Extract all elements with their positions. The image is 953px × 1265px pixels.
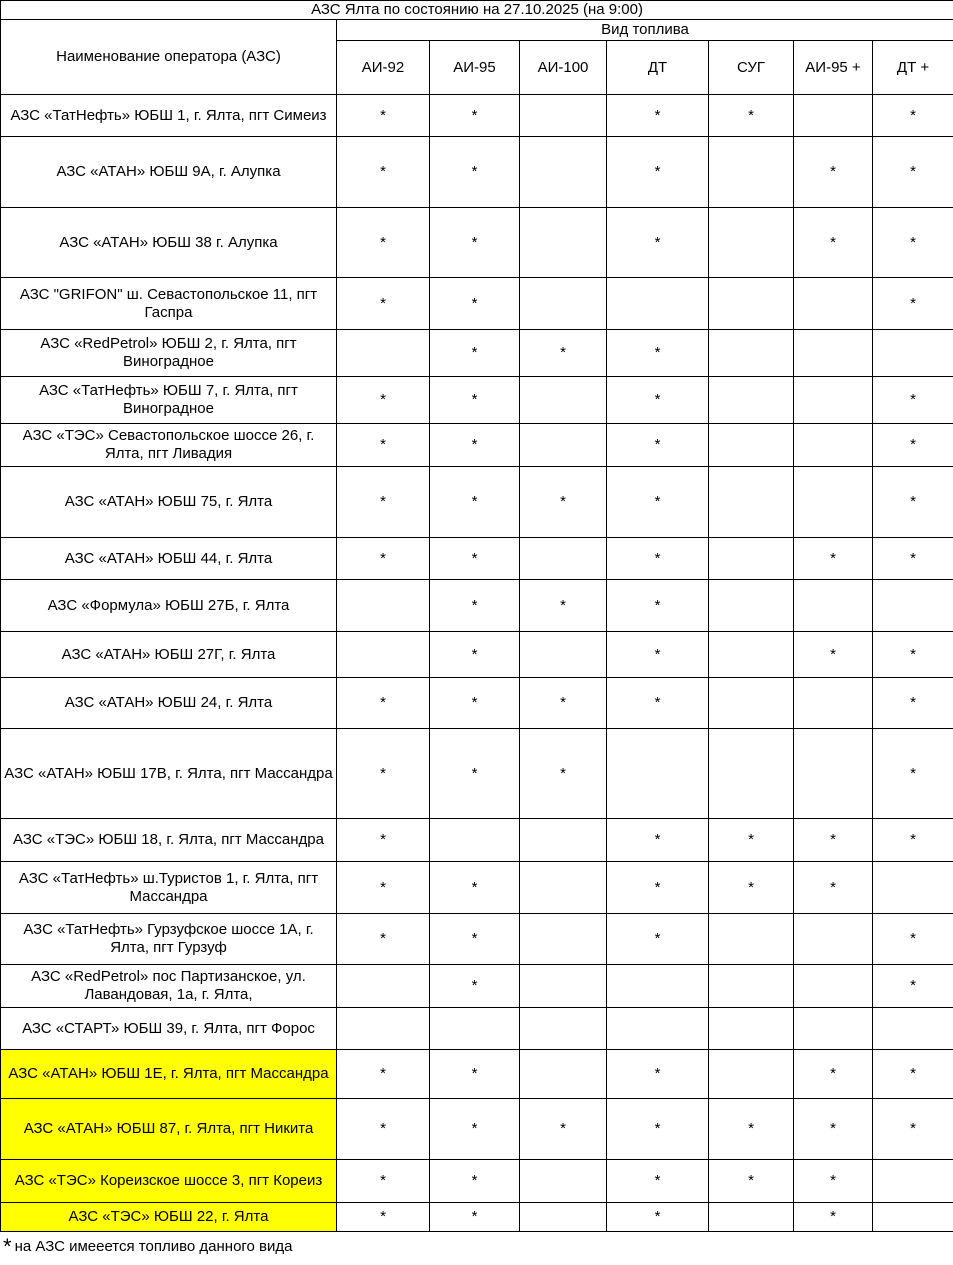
fuel-available-mark: * (607, 1203, 709, 1232)
fuel-cell-empty (520, 819, 607, 862)
fuel-available-mark: * (607, 424, 709, 467)
fuel-available-mark: * (337, 1099, 430, 1160)
fuel-cell-empty (337, 580, 430, 632)
fuel-available-mark: * (337, 95, 430, 137)
fuel-available-mark: * (794, 632, 873, 678)
fuel-available-mark: * (607, 632, 709, 678)
fuel-available-mark: * (430, 137, 520, 208)
fuel-available-mark: * (873, 377, 953, 424)
fuel-available-mark: * (607, 95, 709, 137)
table-row (1, 729, 953, 819)
fuel-available-mark: * (430, 965, 520, 1008)
fuel-available-mark: * (794, 1099, 873, 1160)
fuel-available-mark: * (873, 678, 953, 729)
fuel-cell-empty (794, 467, 873, 538)
fuel-available-mark: * (337, 377, 430, 424)
fuel-cell-empty (520, 377, 607, 424)
fuel-available-mark: * (607, 678, 709, 729)
station-name: АЗС «ТЭС» Кореизское шоссе 3, пгт Кореиз (1, 1160, 337, 1203)
fuel-cell-empty (709, 1050, 794, 1099)
fuel-cell-empty (794, 424, 873, 467)
fuel-available-mark: * (430, 538, 520, 580)
fuel-cell-empty (873, 1203, 953, 1232)
fuel-available-mark: * (430, 729, 520, 819)
fuel-available-mark: * (873, 137, 953, 208)
fuel-available-mark: * (337, 819, 430, 862)
table-row (1, 137, 953, 208)
table-row (1, 965, 953, 1008)
fuel-available-mark: * (337, 1160, 430, 1203)
fuel-cell-empty (520, 862, 607, 914)
table-row (1, 1008, 953, 1050)
fuel-cell-empty (794, 729, 873, 819)
fuel-available-mark: * (607, 914, 709, 965)
fuel-available-mark: * (873, 729, 953, 819)
fuel-available-mark: * (337, 1050, 430, 1099)
footnote-text: на АЗС имееется топливо данного вида (14, 1238, 293, 1255)
fuel-available-mark: * (337, 862, 430, 914)
fuel-available-mark: * (337, 137, 430, 208)
station-name: АЗС «АТАН» ЮБШ 1Е, г. Ялта, пгт Массандра (1, 1050, 337, 1099)
fuel-available-mark: * (520, 467, 607, 538)
fuel-available-mark: * (873, 914, 953, 965)
title-row (1, 1, 953, 20)
fuel-available-mark: * (709, 819, 794, 862)
fuel-available-mark: * (607, 1050, 709, 1099)
fuel-cell-empty (709, 1008, 794, 1050)
fuel-type-header: ДТ + (873, 41, 953, 95)
fuel-cell-empty (794, 965, 873, 1008)
fuel-available-mark: * (873, 208, 953, 278)
table-row (1, 678, 953, 729)
fuel-cell-empty (520, 914, 607, 965)
fuel-cell-empty (794, 678, 873, 729)
fuel-cell-empty (337, 632, 430, 678)
operator-column-header: Наименование оператора (АЗС) (1, 20, 337, 95)
fuel-cell-empty (520, 632, 607, 678)
fuel-available-mark: * (607, 538, 709, 580)
fuel-cell-empty (520, 137, 607, 208)
fuel-available-mark: * (430, 914, 520, 965)
fuel-cell-empty (709, 1203, 794, 1232)
station-name: АЗС «АТАН» ЮБШ 24, г. Ялта (1, 678, 337, 729)
fuel-available-mark: * (430, 862, 520, 914)
fuel-cell-empty (520, 1203, 607, 1232)
fuel-available-mark: * (873, 819, 953, 862)
fuel-cell-empty (873, 862, 953, 914)
header-row-top (1, 20, 953, 41)
fuel-available-mark: * (337, 278, 430, 330)
fuel-available-mark: * (607, 862, 709, 914)
fuel-available-mark: * (337, 467, 430, 538)
station-name: АЗС «АТАН» ЮБШ 75, г. Ялта (1, 467, 337, 538)
fuel-cell-empty (520, 424, 607, 467)
station-name: АЗС «АТАН» ЮБШ 87, г. Ялта, пгт Никита (1, 1099, 337, 1160)
table-row (1, 208, 953, 278)
fuel-available-mark: * (607, 208, 709, 278)
fuel-cell-empty (794, 580, 873, 632)
fuel-cell-empty (520, 538, 607, 580)
footnote-star-icon: * (3, 1234, 12, 1259)
fuel-available-mark: * (607, 580, 709, 632)
fuel-available-mark: * (873, 467, 953, 538)
fuel-available-mark: * (430, 1050, 520, 1099)
fuel-available-mark: * (430, 377, 520, 424)
fuel-available-mark: * (794, 862, 873, 914)
station-name: АЗС «АТАН» ЮБШ 38 г. Алупка (1, 208, 337, 278)
station-name: АЗС «ТЭС» Севастопольское шоссе 26, г. Ялта, пгт Ливадия (1, 424, 337, 467)
table-row (1, 330, 953, 377)
fuel-cell-empty (709, 632, 794, 678)
fuel-available-mark: * (430, 95, 520, 137)
fuel-cell-empty (607, 278, 709, 330)
fuel-available-mark: * (607, 377, 709, 424)
fuel-cell-empty (709, 377, 794, 424)
fuel-available-mark: * (607, 1160, 709, 1203)
station-name: АЗС «ТЭС» ЮБШ 18, г. Ялта, пгт Массандра (1, 819, 337, 862)
fuel-cell-empty (607, 1008, 709, 1050)
table-row (1, 538, 953, 580)
table-row (1, 914, 953, 965)
fuel-type-header: АИ-100 (520, 41, 607, 95)
table-row (1, 1160, 953, 1203)
station-name: АЗС «АТАН» ЮБШ 44, г. Ялта (1, 538, 337, 580)
fuel-available-mark: * (430, 467, 520, 538)
fuel-available-mark: * (337, 538, 430, 580)
station-name: АЗС «Формула» ЮБШ 27Б, г. Ялта (1, 580, 337, 632)
fuel-cell-empty (709, 278, 794, 330)
fuel-cell-empty (794, 914, 873, 965)
fuel-available-mark: * (430, 1099, 520, 1160)
fuel-available-mark: * (794, 1203, 873, 1232)
fuel-available-mark: * (794, 208, 873, 278)
fuel-type-header: АИ-95 (430, 41, 520, 95)
station-name: АЗС «ТЭС» ЮБШ 22, г. Ялта (1, 1203, 337, 1232)
fuel-available-mark: * (430, 330, 520, 377)
fuel-available-mark: * (607, 137, 709, 208)
fuel-available-mark: * (337, 729, 430, 819)
fuel-available-mark: * (430, 678, 520, 729)
fuel-cell-empty (794, 330, 873, 377)
fuel-available-mark: * (873, 95, 953, 137)
station-name: АЗС «АТАН» ЮБШ 9А, г. Алупка (1, 137, 337, 208)
station-name: АЗС «СТАРТ» ЮБШ 39, г. Ялта, пгт Форос (1, 1008, 337, 1050)
fuel-cell-empty (709, 538, 794, 580)
fuel-available-mark: * (520, 580, 607, 632)
station-name: АЗС «RedPetrol» ЮБШ 2, г. Ялта, пгт Виноградное (1, 330, 337, 377)
table-row (1, 377, 953, 424)
fuel-available-mark: * (794, 1160, 873, 1203)
station-name: АЗС «ТатНефть» ЮБШ 7, г. Ялта, пгт Виноградное (1, 377, 337, 424)
fuel-cell-empty (520, 278, 607, 330)
fuel-cell-empty (520, 208, 607, 278)
fuel-available-mark: * (607, 819, 709, 862)
fuel-cell-empty (607, 729, 709, 819)
fuel-cell-empty (520, 965, 607, 1008)
fuel-cell-empty (709, 137, 794, 208)
table-row (1, 278, 953, 330)
fuel-available-mark: * (873, 1050, 953, 1099)
fuel-cell-empty (709, 678, 794, 729)
station-name: АЗС «АТАН» ЮБШ 17В, г. Ялта, пгт Массандра (1, 729, 337, 819)
fuel-type-header: АИ-92 (337, 41, 430, 95)
fuel-cell-empty (873, 1008, 953, 1050)
footnote (3, 1234, 293, 1259)
table-row (1, 467, 953, 538)
station-name: АЗС «ТатНефть» ЮБШ 1, г. Ялта, пгт Симеиз (1, 95, 337, 137)
fuel-available-mark: * (794, 819, 873, 862)
fuel-cell-empty (520, 95, 607, 137)
fuel-available-mark: * (794, 137, 873, 208)
station-name: АЗС «ТатНефть» ш.Туристов 1, г. Ялта, пгт Массандра (1, 862, 337, 914)
table-row (1, 632, 953, 678)
fuel-available-mark: * (873, 632, 953, 678)
fuel-available-mark: * (709, 1160, 794, 1203)
fuel-available-mark: * (873, 965, 953, 1008)
fuel-group-header: Вид топлива (337, 20, 953, 41)
fuel-available-mark: * (873, 424, 953, 467)
stations-body (1, 95, 953, 1232)
station-name: АЗС "GRIFON" ш. Севастопольское 11, пгт Гаспра (1, 278, 337, 330)
fuel-cell-empty (709, 914, 794, 965)
fuel-available-mark: * (337, 1203, 430, 1232)
fuel-available-mark: * (430, 580, 520, 632)
fuel-available-mark: * (337, 678, 430, 729)
fuel-available-mark: * (607, 1099, 709, 1160)
table-row (1, 424, 953, 467)
station-name: АЗС «АТАН» ЮБШ 27Г, г. Ялта (1, 632, 337, 678)
fuel-available-mark: * (430, 424, 520, 467)
fuel-cell-empty (607, 965, 709, 1008)
fuel-available-mark: * (520, 729, 607, 819)
fuel-available-mark: * (337, 208, 430, 278)
fuel-cell-empty (337, 330, 430, 377)
fuel-cell-empty (709, 467, 794, 538)
fuel-type-header: СУГ (709, 41, 794, 95)
table-row (1, 1050, 953, 1099)
fuel-cell-empty (709, 965, 794, 1008)
table-row (1, 580, 953, 632)
fuel-cell-empty (794, 278, 873, 330)
fuel-type-header: ДТ (607, 41, 709, 95)
fuel-type-header: АИ-95 + (794, 41, 873, 95)
table-row (1, 819, 953, 862)
fuel-cell-empty (430, 819, 520, 862)
fuel-cell-empty (520, 1160, 607, 1203)
fuel-cell-empty (709, 580, 794, 632)
fuel-cell-empty (430, 1008, 520, 1050)
fuel-cell-empty (794, 377, 873, 424)
fuel-cell-empty (794, 95, 873, 137)
fuel-cell-empty (709, 424, 794, 467)
fuel-cell-empty (709, 208, 794, 278)
fuel-available-mark: * (794, 538, 873, 580)
fuel-available-mark: * (430, 1160, 520, 1203)
table-row (1, 1203, 953, 1232)
table-row (1, 95, 953, 137)
fuel-cell-empty (520, 1008, 607, 1050)
fuel-available-mark: * (873, 538, 953, 580)
fuel-cell-empty (794, 1008, 873, 1050)
station-name: АЗС «RedPetrol» пос Партизанское, ул. Лавандовая, 1а, г. Ялта, (1, 965, 337, 1008)
fuel-available-mark: * (337, 424, 430, 467)
table-row (1, 862, 953, 914)
fuel-cell-empty (873, 1160, 953, 1203)
fuel-available-mark: * (607, 330, 709, 377)
fuel-available-mark: * (709, 95, 794, 137)
fuel-cell-empty (709, 729, 794, 819)
fuel-available-mark: * (520, 1099, 607, 1160)
station-name: АЗС «ТатНефть» Гурзуфское шоссе 1А, г. Ялта, пгт Гурзуф (1, 914, 337, 965)
fuel-cell-empty (337, 965, 430, 1008)
fuel-available-mark: * (709, 1099, 794, 1160)
fuel-available-mark: * (430, 208, 520, 278)
fuel-available-mark: * (794, 1050, 873, 1099)
fuel-available-mark: * (520, 678, 607, 729)
fuel-cell-empty (337, 1008, 430, 1050)
fuel-cell-empty (873, 580, 953, 632)
fuel-available-mark: * (430, 278, 520, 330)
fuel-available-mark: * (709, 862, 794, 914)
table-title: АЗС Ялта по состоянию на 27.10.2025 (на 9:00) (1, 1, 953, 20)
fuel-cell-empty (709, 330, 794, 377)
fuel-available-mark: * (430, 632, 520, 678)
table-row (1, 1099, 953, 1160)
fuel-available-mark: * (520, 330, 607, 377)
fuel-available-mark: * (873, 1099, 953, 1160)
fuel-cell-empty (520, 1050, 607, 1099)
fuel-cell-empty (873, 330, 953, 377)
fuel-available-mark: * (337, 914, 430, 965)
fuel-available-mark: * (873, 278, 953, 330)
fuel-available-mark: * (607, 467, 709, 538)
fuel-available-mark: * (430, 1203, 520, 1232)
